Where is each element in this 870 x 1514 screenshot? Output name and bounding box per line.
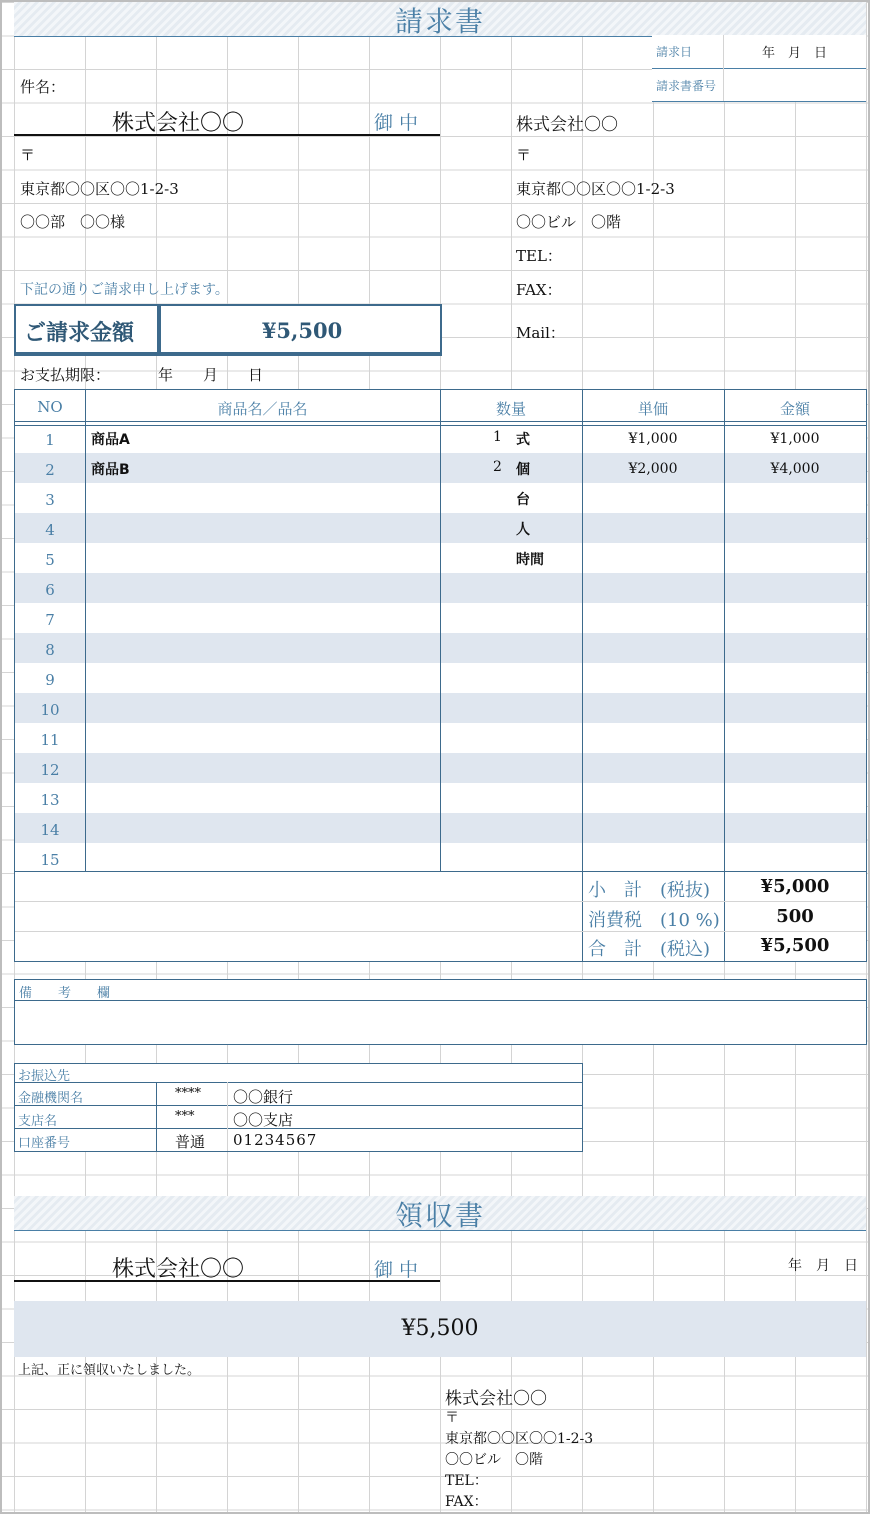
total-value: ¥5,500 [760, 935, 830, 956]
receipt-note: 上記、正に領収いたしました。 [18, 1363, 201, 1378]
bank-value: 〇〇銀行 [233, 1088, 294, 1106]
item-name[interactable]: 商品A [91, 432, 130, 448]
subtotal-label: 小 計 (税抜) [588, 880, 711, 901]
amount-box [14, 304, 442, 356]
col-unit-price: 単価 [637, 400, 668, 418]
bank-table [14, 1063, 583, 1152]
recipient-underline [14, 134, 440, 136]
row-no: 1 [45, 431, 55, 449]
row-no: 9 [45, 671, 55, 689]
remarks-label: 備 考 欄 [19, 986, 111, 1001]
col-amount: 金額 [779, 400, 810, 418]
item-qty[interactable]: 2 [493, 459, 502, 475]
item-qty[interactable]: 1 [493, 429, 502, 445]
col-item: 商品名／品名 [217, 400, 308, 418]
invoice-title: 請求書 [394, 5, 485, 38]
item-amount: ¥1,000 [770, 431, 820, 447]
bank-header: お振込先 [18, 1069, 71, 1084]
row-no: 10 [40, 701, 60, 719]
row-no: 6 [45, 581, 55, 599]
receipt-amount: ¥5,500 [401, 1316, 479, 1341]
invoice-date-label: 請求日 [656, 45, 693, 59]
invoice-number-label: 請求書番号 [656, 79, 717, 93]
bank-code: **** [175, 1086, 201, 1101]
total-label: 合 計 (税込) [588, 939, 711, 960]
due-value[interactable]: 年 月 日 [158, 366, 264, 384]
issuer-company: 株式会社〇〇 [516, 115, 618, 135]
receipt-issuer-company: 株式会社〇〇 [445, 1389, 547, 1409]
branch-code: *** [175, 1109, 195, 1124]
item-name[interactable]: 商品B [91, 462, 130, 478]
branch-label: 支店名 [18, 1114, 58, 1129]
row-no: 15 [40, 851, 60, 869]
receipt-recipient-company: 株式会社〇〇 [112, 1257, 245, 1282]
item-unit: 式 [516, 432, 530, 448]
row-no: 13 [40, 791, 60, 809]
remarks-box[interactable] [14, 979, 867, 1045]
account-label: 口座番号 [18, 1136, 71, 1151]
due-label: お支払期限： [20, 366, 111, 384]
row-no: 12 [40, 761, 60, 779]
row-no: 3 [45, 491, 55, 509]
invoice-meta-block [652, 35, 866, 102]
invoice-title-band [14, 2, 866, 37]
tax-value: 500 [776, 906, 814, 927]
receipt-title-band [14, 1196, 866, 1231]
bank-label: 金融機関名 [18, 1091, 84, 1106]
issuer-address: 東京都〇〇区〇〇1-2-3 [516, 180, 675, 198]
row-no: 4 [45, 521, 55, 539]
amount-value: ¥5,500 [261, 318, 343, 343]
receipt-amount-box [14, 1301, 866, 1357]
col-qty: 数量 [495, 400, 526, 418]
issuer-postal: 〒 [516, 146, 532, 164]
receipt-issuer-postal: 〒 [445, 1410, 459, 1426]
items-table [14, 389, 867, 962]
amount-label: ご請求金額 [24, 320, 135, 346]
receipt-issuer-building: 〇〇ビル 〇階 [445, 1452, 543, 1468]
row-no: 5 [45, 551, 55, 569]
item-unit: 台 [516, 492, 530, 508]
item-price[interactable]: ¥1,000 [628, 431, 678, 447]
subtotal-value: ¥5,000 [760, 876, 830, 897]
branch-value: 〇〇支店 [233, 1111, 294, 1129]
receipt-honorific: 御 中 [374, 1259, 419, 1281]
row-no: 2 [45, 461, 55, 479]
subject-label: 件名： [20, 78, 66, 96]
row-no: 11 [40, 731, 60, 749]
invoice-date-value[interactable]: 年 月 日 [762, 46, 828, 61]
account-type: 普通 [175, 1133, 206, 1151]
recipient-address: 東京都〇〇区〇〇1-2-3 [20, 180, 179, 198]
issuer-fax-label: FAX： [516, 281, 562, 299]
receipt-title: 領収書 [394, 1199, 485, 1232]
recipient-postal: 〒 [20, 146, 36, 164]
issuer-mail-label: Mail： [516, 324, 565, 342]
row-no: 7 [45, 611, 55, 629]
receipt-date[interactable]: 年 月 日 [788, 1258, 858, 1274]
issuer-building: 〇〇ビル 〇階 [516, 213, 622, 231]
account-number: 01234567 [233, 1131, 318, 1149]
item-unit: 個 [516, 462, 530, 478]
recipient-honorific: 御 中 [374, 112, 419, 134]
receipt-issuer-address: 東京都〇〇区〇〇1-2-3 [445, 1431, 594, 1447]
item-amount: ¥4,000 [770, 461, 820, 477]
receipt-issuer-fax-label: FAX： [445, 1494, 488, 1510]
receipt-recipient-underline [14, 1280, 440, 1282]
issuer-tel-label: TEL： [516, 247, 562, 265]
item-unit: 時間 [516, 552, 544, 568]
invoice-message: 下記の通りご請求申し上げます。 [20, 282, 229, 298]
item-unit: 人 [516, 522, 530, 538]
recipient-company: 株式会社〇〇 [112, 111, 245, 136]
recipient-person: 〇〇部 〇〇様 [20, 213, 126, 231]
tax-label: 消費税 (10 %) [588, 910, 720, 931]
row-no: 8 [45, 641, 55, 659]
row-no: 14 [40, 821, 60, 839]
receipt-issuer-tel-label: TEL： [445, 1473, 488, 1489]
col-no: NO [37, 398, 63, 416]
item-price[interactable]: ¥2,000 [628, 461, 678, 477]
